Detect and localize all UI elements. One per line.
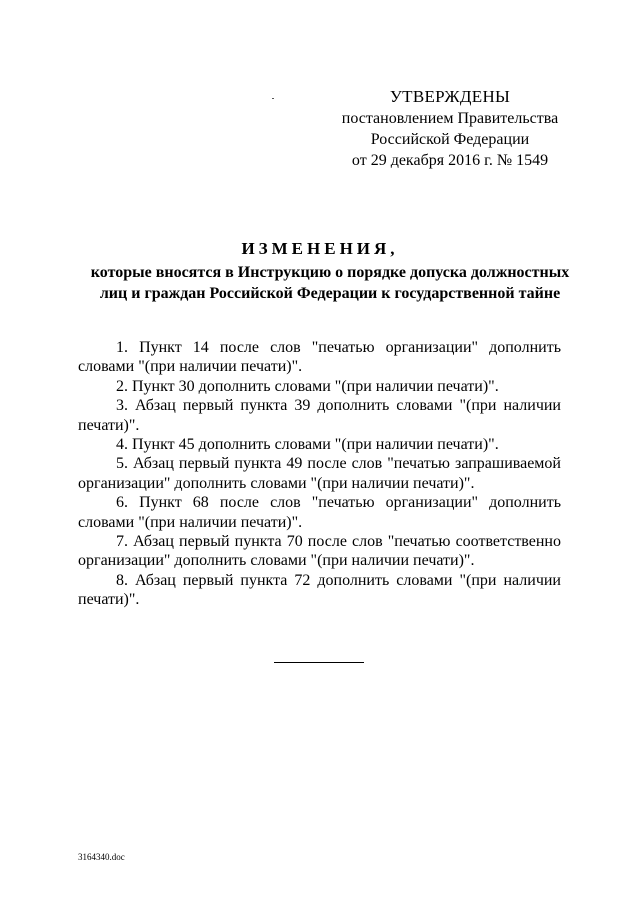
document-title: ИЗМЕНЕНИЯ, <box>241 239 399 258</box>
stray-mark <box>272 98 274 99</box>
end-separator-line <box>274 662 364 663</box>
amendment-item-5: 5. Абзац первый пункта 49 после слов "печатью запрашиваемой организации" дополнить словами "(при наличии печати)". <box>78 455 561 492</box>
amendment-list <box>78 338 561 610</box>
amendment-item-2: 2. Пункт 30 дополнить словами "(при наличии печати)". <box>116 377 499 395</box>
file-code: 3164340.doc <box>78 852 125 862</box>
document-subtitle <box>60 262 600 304</box>
approval-line-3: от 29 декабря 2016 г. № 1549 <box>351 152 549 169</box>
amendment-item-4: 4. Пункт 45 дополнить словами "(при наличии печати)". <box>116 436 499 454</box>
approval-title: УТВЕРЖДЕНЫ <box>389 87 511 106</box>
approval-block <box>330 86 570 171</box>
approval-line-2: Российской Федерации <box>370 131 530 148</box>
amendment-item-1: 1. Пункт 14 после слов "печатью организации" дополнить словами "(при наличии печати)". <box>78 339 561 376</box>
amendment-item-6: 6. Пункт 68 после слов "печатью организации" дополнить словами "(при наличии печати)". <box>78 494 561 531</box>
subtitle-line-1: которые вносятся в Инструкцию о порядке допуска должностных <box>90 264 570 281</box>
approval-line-1: постановлением Правительства <box>341 110 559 127</box>
amendment-item-3: 3. Абзац первый пункта 39 дополнить словами "(при наличии печати)". <box>78 397 561 434</box>
amendment-item-8: 8. Абзац первый пункта 72 дополнить словами "(при наличии печати)". <box>78 571 561 609</box>
amendment-item-7: 7. Абзац первый пункта 70 после слов "печатью соответственно организации" дополнить словами "(при наличии печати)". <box>78 533 561 570</box>
subtitle-line-2: лиц и граждан Российской Федерации к государственной тайне <box>99 285 561 302</box>
